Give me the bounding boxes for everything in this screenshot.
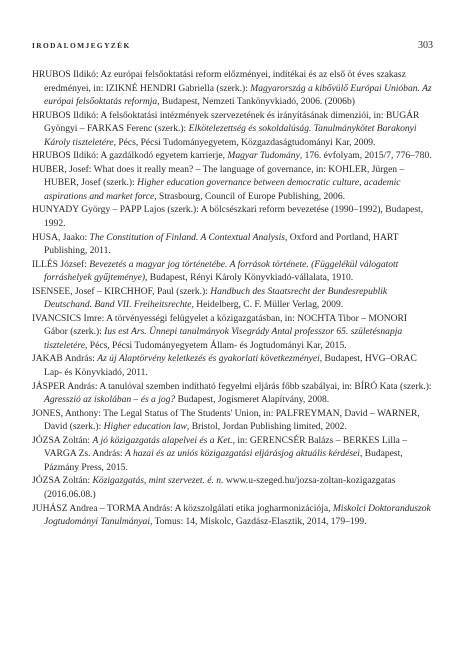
- reference-text: HRUBOS Ildikó: A felsőoktatási intézmények szervezetének és irányításának dimenziói, in: BUGÁR Gyöngyi – FARKAS Ferenc (szerk.):: [32, 109, 420, 135]
- reference-title-italic: A jó közigazgatás alapelvei és a Ket.: [92, 434, 233, 446]
- reference-text: JONES, Anthony: The Legal Status of The Students' Union, in: PALFREYMAN, David – WARNER, David (szerk.):: [32, 407, 420, 433]
- reference-text: , Oxford and Portland, HART Publishing, 2011.: [44, 231, 399, 257]
- reference-title-italic: Magyar Tudomány: [227, 150, 300, 162]
- reference-entry: [32, 163, 433, 204]
- reference-text: , Budapest, Nemzeti Tankönyvkiadó, 2006. (2006b): [157, 96, 355, 108]
- reference-text: , Pécs, Pécsi Tudományegyetem, Közgazdaságtudományi Kar, 2009.: [113, 136, 376, 148]
- reference-entry: [32, 258, 433, 285]
- reference-title-italic: Az új Alaptörvény keletkezés és gyakorlati következményei: [97, 353, 320, 365]
- reference-text: JUHÁSZ Andrea – TORMA András: A közszolgálati etika jogharmonizációja,: [32, 502, 333, 514]
- reference-text: JAKAB András:: [32, 353, 98, 365]
- reference-text: , Budapest, HVG–ORAC Lap- és Könyvkiadó, 2011.: [44, 353, 417, 379]
- reference-text: , Pécs, Pécsi Tudományegyetem Állam- és Jogtudományi Kar, 2015.: [85, 339, 347, 351]
- reference-list: [32, 68, 433, 529]
- reference-entry: [32, 352, 433, 379]
- reference-entry: [32, 474, 433, 501]
- reference-text: HUBER, Josef: What does it really mean? – The language of governance, in: KOHLER, Jürgen – HUBER, Josef (szerk.):: [32, 163, 405, 189]
- reference-title-italic: Magyarország a kibővülő Európai Unióban. Az európai felsőoktatás reformja: [44, 82, 432, 108]
- reference-text: JÁSPER András: A tanulóval szemben indítható fegyelmi eljárás főbb szabályai, in: BÍRÓ Kata (szerk.):: [32, 380, 432, 392]
- reference-title-italic: Elkötelezettség és sokoldalúság. Tanulmánykötet Barakonyi Károly tiszteletére: [44, 123, 417, 148]
- reference-text: IVANCSICS Imre: A törvényességi felügyelet a közigazgatásban, in: NOCHTA Tibor – MONORI Gábor (szerk.):: [32, 312, 408, 338]
- reference-text: , Heidelberg, C. F. Müller Verlag, 2009.: [191, 299, 344, 311]
- reference-text: HRUBOS Ildikó: Az európai felsőoktatási reform előzményei, indítékai és az első öt éves szakasz eredményei, in: IZIKNÉ HENDRI Gabriella (szerk.):: [32, 69, 406, 94]
- reference-title-italic: Miskolci Doktoranduszok Jogtudományi Tanulmányai: [44, 502, 431, 528]
- reference-entry: [32, 434, 433, 475]
- reference-entry: [32, 312, 433, 353]
- reference-text: , Tomus: 14, Miskolc, Gazdász-Elasztik, 2014, 179–199.: [150, 516, 367, 528]
- reference-title-italic: Higher education governance between democratic culture, academic aspirations and market force: [44, 177, 401, 202]
- reference-title-italic: Ius est Ars. Ünnepi tanulmányok Visegrády Antal professzor 65. születésnapja tiszteletére: [44, 326, 403, 351]
- reference-entry: [32, 285, 433, 312]
- running-head: [32, 41, 433, 55]
- reference-text: , Budapest, Pázmány Press, 2015.: [44, 448, 403, 473]
- reference-title-italic: A hazai és az uniós közigazgatási eljárásjog aktuális kérdései: [124, 448, 360, 460]
- reference-text: HRUBOS Ildikó: A gazdálkodó egyetem karrierje,: [32, 150, 228, 162]
- reference-text: , in: GERENCSÉR Balázs – BERKES Lilla – VARGA Zs. András:: [44, 434, 408, 460]
- page-number: 303: [418, 40, 433, 51]
- reference-entry: [32, 407, 433, 434]
- reference-entry: [32, 109, 433, 150]
- reference-entry: [32, 231, 433, 258]
- section-title: IRODALOMJEGYZÉK: [32, 41, 131, 50]
- reference-entry: [32, 203, 433, 230]
- reference-text: www.u-szeged.hu/jozsa-zoltan-kozigazgatas (2016.06.08.): [44, 475, 396, 500]
- reference-text: HUNYADY György – PAPP Lajos (szerk.): A bölcsészkari reform bevezetése (1990–1992), Budapest, 1992.: [32, 204, 424, 230]
- reference-title-italic: Higher education law: [103, 421, 187, 433]
- reference-text: ILLÉS József:: [32, 258, 90, 270]
- reference-text: Budapest, Jogismeret Alapítvány, 2008.: [175, 394, 330, 406]
- reference-entry: [32, 502, 433, 529]
- reference-text: HUSA, Jaako:: [32, 231, 90, 243]
- reference-title-italic: The Constitution of Finland. A Contextual Analysis: [89, 231, 286, 243]
- reference-text: , Budapest, Rényi Károly Könyvkiadó-vállalata, 1910.: [145, 272, 354, 284]
- reference-title-italic: Handbuch des Staatsrecht der Bundesrepublik Deutschand. Band VII. Freiheitsrechte: [44, 285, 388, 311]
- reference-text: , Bristol, Jordan Publishing limited, 2002.: [186, 421, 347, 433]
- reference-title-italic: Közigazgatás, mint szervezet. é. n.: [92, 475, 224, 487]
- reference-text: ISENSEE, Josef – KIRCHHOF, Paul (szerk.):: [32, 285, 211, 297]
- reference-entry: [32, 149, 433, 163]
- reference-text: JÓZSA Zoltán:: [32, 434, 93, 446]
- reference-title-italic: Agresszió az iskolában – és a jog?: [44, 394, 176, 406]
- reference-text: , 176. évfolyam, 2015/7, 776–780.: [299, 150, 432, 162]
- reference-entry: [32, 380, 433, 407]
- reference-text: , Strasbourg, Council of Europe Publishing, 2006.: [154, 190, 345, 202]
- reference-entry: [32, 68, 433, 109]
- reference-text: JÓZSA Zoltán:: [32, 475, 93, 487]
- reference-title-italic: Bevezetés a magyar jog történetébe. A források története. (Függelékül válogatott forráshelyek gyűjteménye): [44, 258, 399, 284]
